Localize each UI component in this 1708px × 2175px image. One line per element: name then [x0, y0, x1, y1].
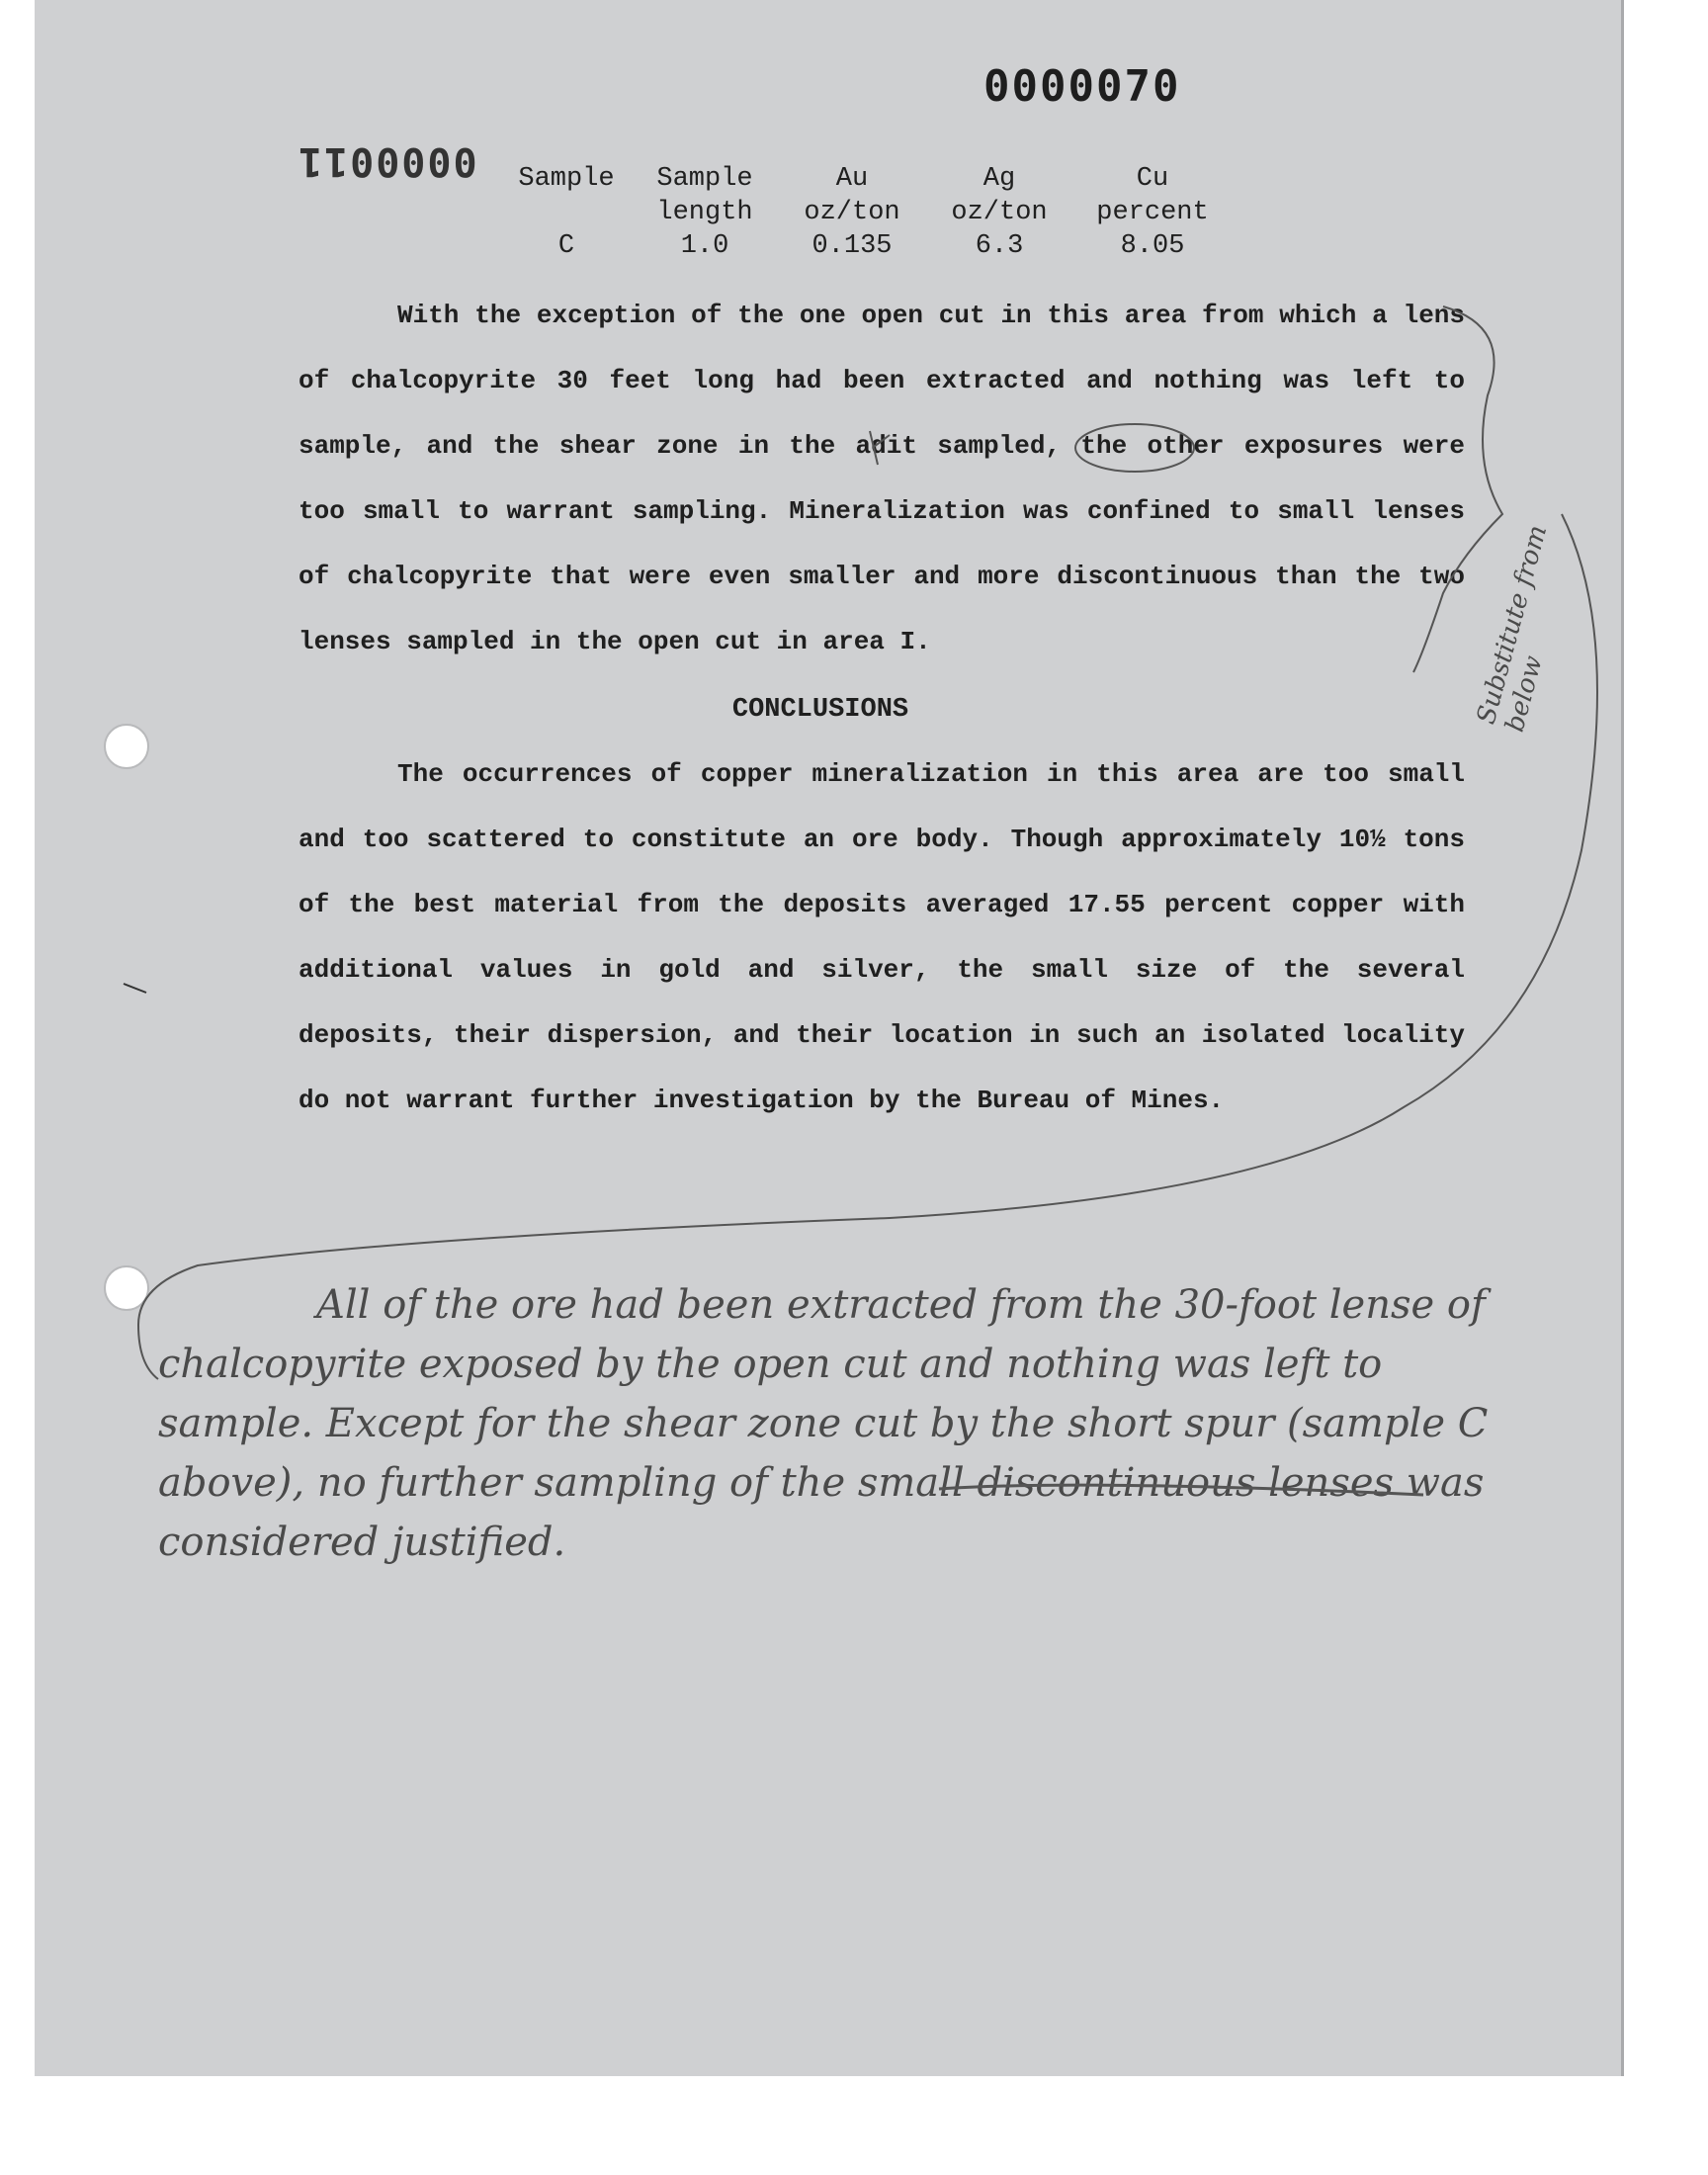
paragraph-sampling: With the exception of the one open cut in this area from which a lens of chalcopyrite 30 feet long had been extracted and nothing was left to sample, and the shear zone in the adit sampled, the other exposures were too small to warrant sampling. Mineralization was confined to small lenses of chalcopyrite that were even smaller and more discontinuous than the two lenses sampled in the open cut in area I.	[299, 301, 1465, 656]
circle-mark	[1075, 424, 1194, 472]
table-cell: C	[557, 231, 575, 261]
table-header: Sample	[656, 164, 753, 194]
page-stamp-number: 0000070	[983, 61, 1181, 112]
table-header: Ag	[982, 164, 1016, 194]
table-cell: 8.05	[1120, 231, 1185, 261]
paragraph-conclusions: The occurrences of copper mineralization in this area are too small and too scattered to constitute an ore body. Though approximately 10½ tons of the best material from the deposits averaged 17.55 percent copper with additional values in gold and silver, the small size of the several deposits, their dispersion, and their location in such an isolated locality do not warrant further investigation by the Bureau of Mines.	[299, 759, 1465, 1115]
table-header-sub: oz/ton	[804, 198, 900, 227]
stray-mark	[124, 984, 146, 993]
table-header: Au	[835, 164, 869, 194]
strikethrough-mark	[939, 1485, 1423, 1495]
page-stamp-number-rotated: 0000011	[297, 138, 477, 184]
handwritten-insert: All of the ore had been extracted from the 30-foot lense of chalcopyrite exposed by the open cut and nothing was left to sample. Except for the shear zone cut by the short spur (sample C above), no further sampling of the small discontinuous lenses was considered justified.	[158, 1282, 1489, 1565]
bracket-mark	[1413, 306, 1502, 672]
insert-caret-mark	[870, 431, 890, 465]
table-cell: 6.3	[975, 231, 1024, 261]
table-header-sub: percent	[1096, 198, 1209, 227]
connector-curve-mark	[138, 514, 1597, 1379]
table-header: Cu	[1136, 164, 1169, 194]
margin-note-handwritten: Substitute from below	[1471, 522, 1554, 736]
table-cell: 1.0	[680, 231, 729, 261]
table-cell: 0.135	[811, 231, 893, 261]
table-header: Sample	[518, 164, 615, 194]
heading-conclusions: CONCLUSIONS	[731, 695, 909, 725]
table-header-sub: length	[656, 198, 753, 227]
table-header-sub: oz/ton	[951, 198, 1048, 227]
